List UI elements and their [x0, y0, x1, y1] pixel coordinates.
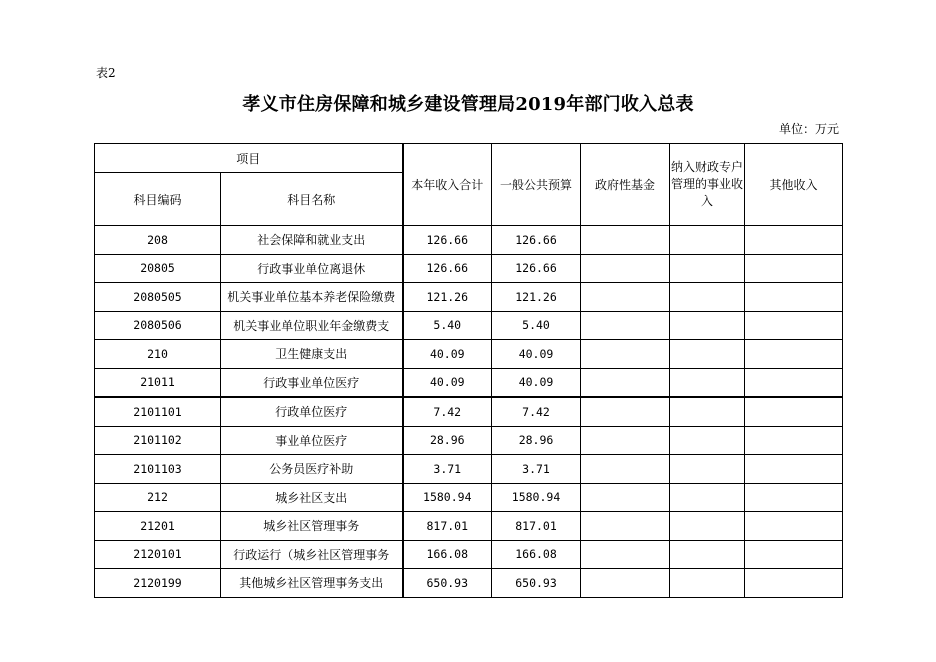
cell-total: 126.66: [403, 254, 492, 283]
cell-name: 行政单位医疗: [221, 397, 403, 426]
cell-other: [745, 368, 843, 397]
cell-general-budget: 3.71: [492, 455, 581, 484]
header-code: 科目编码: [95, 173, 221, 226]
cell-gov-fund: [581, 340, 670, 369]
cell-special-fiscal: [670, 254, 745, 283]
cell-general-budget: 40.09: [492, 340, 581, 369]
table-row: [95, 226, 843, 255]
cell-general-budget: 126.66: [492, 226, 581, 255]
cell-code: 2120101: [95, 540, 221, 569]
cell-other: [745, 540, 843, 569]
cell-gov-fund: [581, 368, 670, 397]
cell-gov-fund: [581, 569, 670, 598]
cell-other: [745, 397, 843, 426]
cell-total: 817.01: [403, 512, 492, 541]
cell-gov-fund: [581, 226, 670, 255]
cell-gov-fund: [581, 512, 670, 541]
cell-total: 40.09: [403, 340, 492, 369]
cell-name: 城乡社区支出: [221, 483, 403, 512]
table-row: [95, 483, 843, 512]
cell-other: [745, 283, 843, 312]
cell-general-budget: 7.42: [492, 397, 581, 426]
cell-general-budget: 1580.94: [492, 483, 581, 512]
cell-code: 2080505: [95, 283, 221, 312]
cell-other: [745, 426, 843, 455]
table-number-label: 表2: [96, 66, 116, 80]
cell-gov-fund: [581, 254, 670, 283]
cell-special-fiscal: [670, 283, 745, 312]
table-row: [95, 368, 843, 397]
cell-gov-fund: [581, 311, 670, 340]
cell-total: 1580.94: [403, 483, 492, 512]
table-row: [95, 426, 843, 455]
cell-gov-fund: [581, 283, 670, 312]
cell-special-fiscal: [670, 426, 745, 455]
cell-special-fiscal: [670, 340, 745, 369]
cell-name: 事业单位医疗: [221, 426, 403, 455]
cell-name: 行政事业单位离退休: [221, 254, 403, 283]
cell-total: 121.26: [403, 283, 492, 312]
cell-other: [745, 226, 843, 255]
cell-code: 21011: [95, 368, 221, 397]
cell-total: 5.40: [403, 311, 492, 340]
cell-other: [745, 340, 843, 369]
cell-code: 2101103: [95, 455, 221, 484]
cell-name: 机关事业单位职业年金缴费支: [221, 311, 403, 340]
cell-special-fiscal: [670, 397, 745, 426]
table-row: [95, 540, 843, 569]
cell-total: 166.08: [403, 540, 492, 569]
table-row: [95, 283, 843, 312]
cell-total: 3.71: [403, 455, 492, 484]
unit-label: 单位：万元: [778, 122, 839, 136]
cell-special-fiscal: [670, 368, 745, 397]
cell-code: 2120199: [95, 569, 221, 598]
cell-other: [745, 254, 843, 283]
cell-gov-fund: [581, 426, 670, 455]
cell-name: 行政运行（城乡社区管理事务: [221, 540, 403, 569]
cell-general-budget: 650.93: [492, 569, 581, 598]
cell-code: 20805: [95, 254, 221, 283]
cell-name: 机关事业单位基本养老保险缴费: [221, 283, 403, 312]
header-project: 项目: [95, 144, 403, 173]
cell-special-fiscal: [670, 512, 745, 541]
cell-code: 210: [95, 340, 221, 369]
cell-general-budget: 126.66: [492, 254, 581, 283]
cell-total: 650.93: [403, 569, 492, 598]
table-row: [95, 397, 843, 426]
cell-general-budget: 28.96: [492, 426, 581, 455]
cell-general-budget: 166.08: [492, 540, 581, 569]
cell-name: 城乡社区管理事务: [221, 512, 403, 541]
cell-code: 2101102: [95, 426, 221, 455]
header-name: 科目名称: [221, 173, 403, 226]
cell-other: [745, 311, 843, 340]
cell-name: 其他城乡社区管理事务支出: [221, 569, 403, 598]
header-gov-fund: 政府性基金: [581, 144, 670, 226]
cell-other: [745, 483, 843, 512]
cell-other: [745, 569, 843, 598]
cell-general-budget: 121.26: [492, 283, 581, 312]
header-total: 本年收入合计: [403, 144, 492, 226]
cell-special-fiscal: [670, 483, 745, 512]
cell-special-fiscal: [670, 311, 745, 340]
cell-other: [745, 512, 843, 541]
cell-code: 2080506: [95, 311, 221, 340]
table-row: [95, 340, 843, 369]
table-row: [95, 254, 843, 283]
cell-special-fiscal: [670, 540, 745, 569]
header-general-budget: 一般公共预算: [492, 144, 581, 226]
header-other-income: 其他收入: [745, 144, 843, 226]
cell-code: 2101101: [95, 397, 221, 426]
cell-name: 卫生健康支出: [221, 340, 403, 369]
cell-total: 7.42: [403, 397, 492, 426]
cell-general-budget: 5.40: [492, 311, 581, 340]
cell-name: 行政事业单位医疗: [221, 368, 403, 397]
cell-total: 28.96: [403, 426, 492, 455]
cell-name: 公务员医疗补助: [221, 455, 403, 484]
table-row: [95, 512, 843, 541]
cell-total: 40.09: [403, 368, 492, 397]
table-row: [95, 569, 843, 598]
table-row: [95, 311, 843, 340]
cell-general-budget: 817.01: [492, 512, 581, 541]
cell-gov-fund: [581, 483, 670, 512]
cell-gov-fund: [581, 540, 670, 569]
cell-code: 208: [95, 226, 221, 255]
cell-general-budget: 40.09: [492, 368, 581, 397]
cell-other: [745, 455, 843, 484]
table-row: [95, 455, 843, 484]
cell-code: 212: [95, 483, 221, 512]
cell-gov-fund: [581, 455, 670, 484]
cell-gov-fund: [581, 397, 670, 426]
cell-total: 126.66: [403, 226, 492, 255]
income-summary-table: [94, 143, 843, 598]
cell-name: 社会保障和就业支出: [221, 226, 403, 255]
cell-special-fiscal: [670, 569, 745, 598]
cell-code: 21201: [95, 512, 221, 541]
cell-special-fiscal: [670, 226, 745, 255]
report-title: 孝义市住房保障和城乡建设管理局2019年部门收入总表: [242, 94, 694, 115]
header-special-fiscal: 纳入财政专户管理的事业收入: [670, 144, 745, 226]
cell-special-fiscal: [670, 455, 745, 484]
